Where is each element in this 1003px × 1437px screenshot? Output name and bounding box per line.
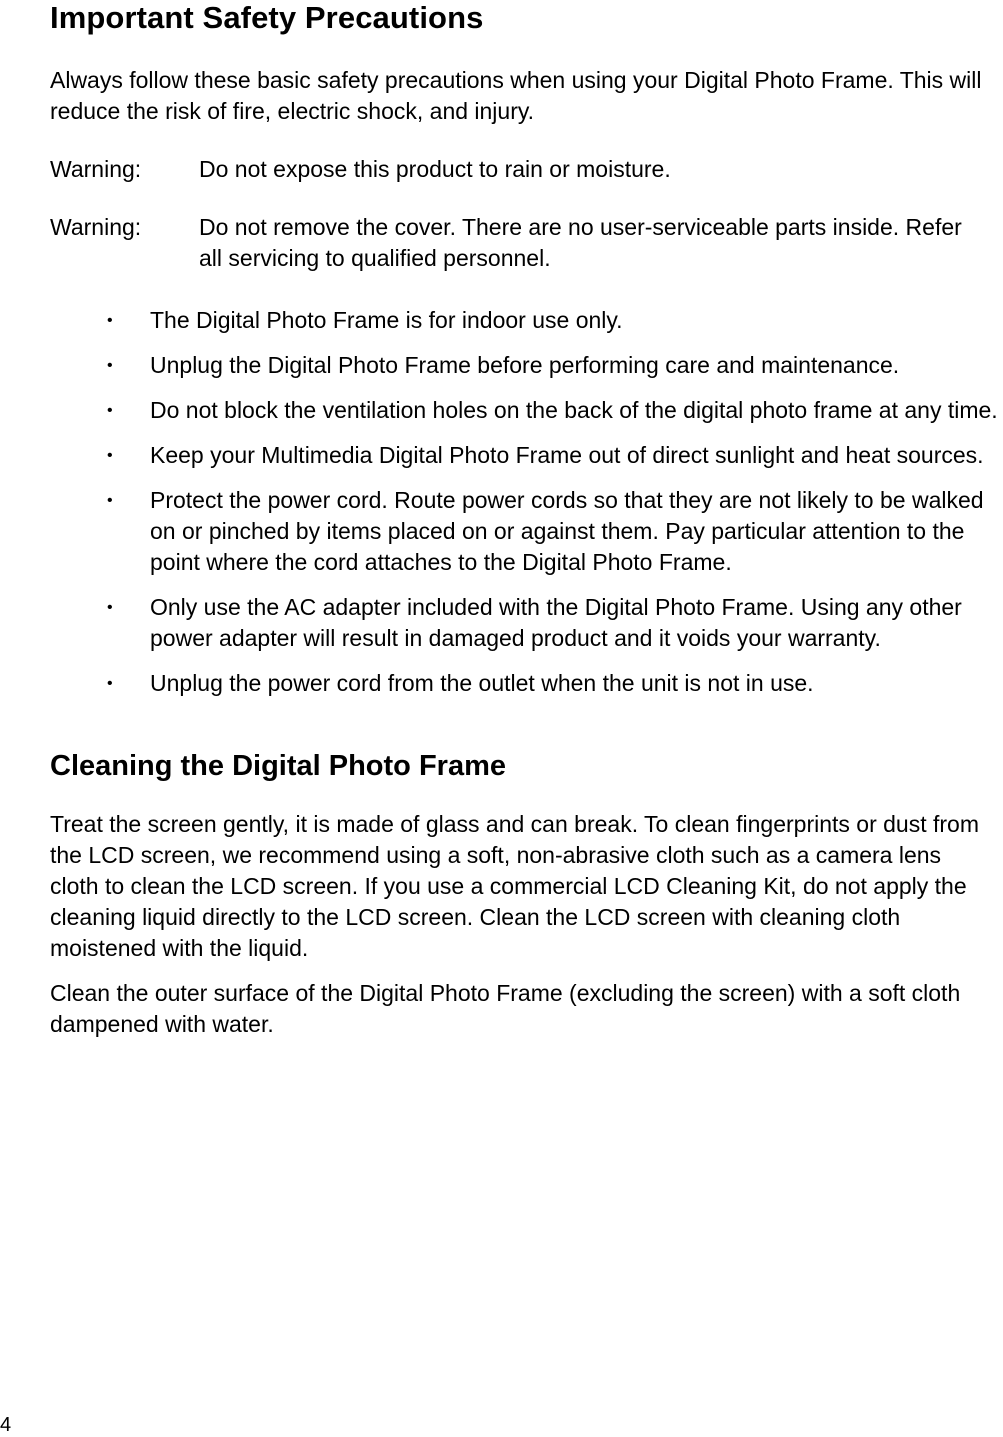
- list-item-text: The Digital Photo Frame is for indoor use only.: [150, 307, 623, 333]
- list-item-text: Keep your Multimedia Digital Photo Frame out of direct sunlight and heat sources.: [150, 442, 984, 468]
- cleaning-paragraph-2: Clean the outer surface of the Digital Photo Frame (excluding the screen) with a soft cloth dampened with water.: [50, 980, 961, 1037]
- section-title: Cleaning the Digital Photo Frame: [50, 750, 506, 782]
- list-item: [50, 305, 1003, 336]
- cleaning-paragraph-1: Treat the screen gently, it is made of glass and can break. To clean fingerprints or dust from the LCD screen, we recommend using a soft, non-abrasive cloth such as a camera lens cloth to clean the LCD screen. If you use a commercial LCD Cleaning Kit, do not apply the cleaning liquid directly to the LCD screen. Clean the LCD screen with cleaning cloth moistened with the liquid.: [50, 811, 979, 961]
- warning-text: Do not remove the cover. There are no user-serviceable parts inside. Refer all servicing to qualified personnel.: [199, 214, 962, 271]
- list-item: [50, 485, 1003, 578]
- list-item: [50, 592, 1003, 654]
- warning-label: Warning:: [50, 214, 142, 240]
- warning-label: Warning:: [50, 156, 142, 182]
- list-item: [50, 350, 1003, 381]
- list-item-text: Unplug the power cord from the outlet when the unit is not in use.: [150, 670, 814, 696]
- bullet-icon: •: [107, 357, 113, 374]
- list-item: [50, 395, 1003, 426]
- warning-2: [50, 212, 1003, 274]
- bullet-icon: •: [107, 492, 113, 509]
- bullet-icon: •: [107, 312, 113, 329]
- page-number: 4: [0, 1414, 12, 1436]
- intro-paragraph: Always follow these basic safety precautions when using your Digital Photo Frame. This will reduce the risk of fire, electric shock, and injury.: [50, 67, 982, 124]
- list-item-text: Protect the power cord. Route power cords so that they are not likely to be walked on or pinched by items placed on or against them. Pay particular attention to the point where the cord attaches to the Digital Photo Frame.: [150, 487, 984, 575]
- bullet-icon: •: [107, 675, 113, 692]
- bullet-icon: •: [107, 599, 113, 616]
- list-item-text: Unplug the Digital Photo Frame before performing care and maintenance.: [150, 352, 900, 378]
- page-title: Important Safety Precautions: [50, 0, 484, 35]
- warning-text: Do not expose this product to rain or moisture.: [199, 156, 671, 182]
- precautions-list: [50, 305, 1003, 699]
- list-item-text: Only use the AC adapter included with the Digital Photo Frame. Using any other power adapter will result in damaged product and it voids your warranty.: [150, 594, 962, 651]
- document-page: [50, 0, 1003, 1040]
- list-item-text: Do not block the ventilation holes on the back of the digital photo frame at any time.: [150, 397, 998, 423]
- bullet-icon: •: [107, 447, 113, 464]
- list-item: [50, 668, 1003, 699]
- bullet-icon: •: [107, 402, 113, 419]
- list-item: [50, 440, 1003, 471]
- warning-1: [50, 154, 1003, 185]
